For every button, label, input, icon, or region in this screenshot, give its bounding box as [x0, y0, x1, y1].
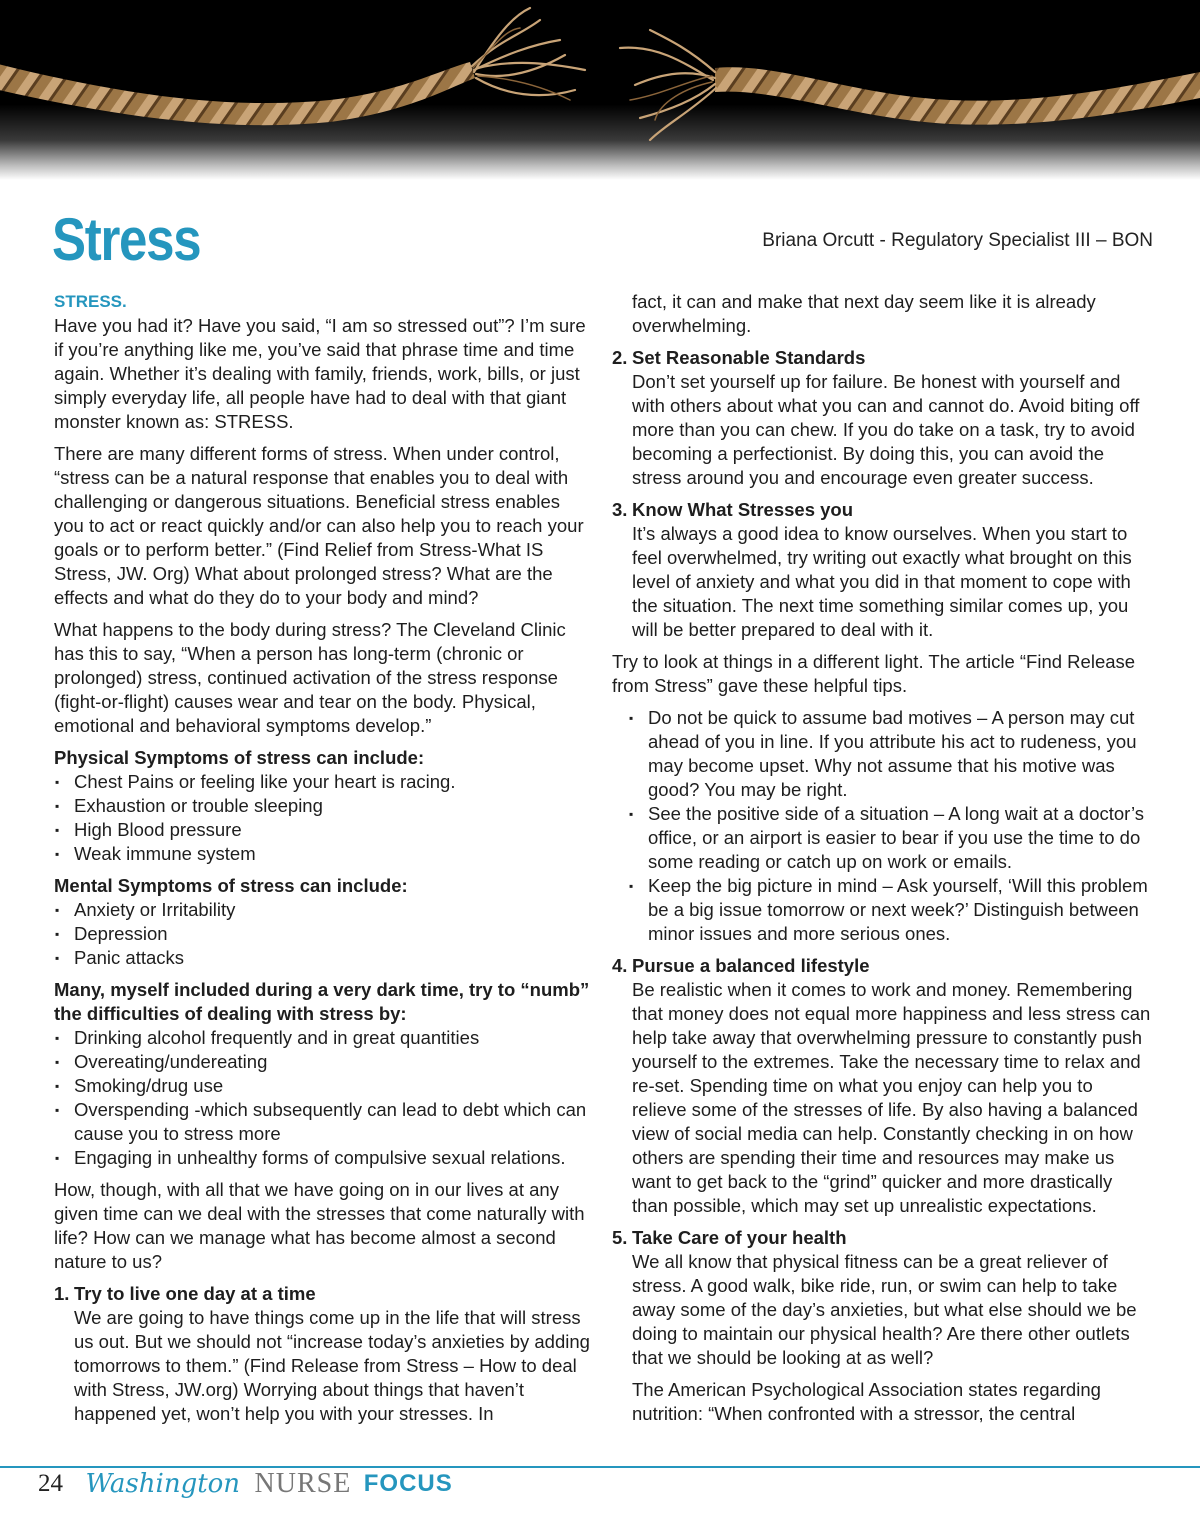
list-item: ▪ Chest Pains or feeling like your heart is racing. — [54, 770, 592, 794]
tip-1 — [54, 1282, 592, 1426]
author-byline: Briana Orcutt - Regulatory Specialist III – BON — [762, 230, 1153, 251]
list-item: ▪ Overspending -which subsequently can lead to debt which can cause you to stress more — [54, 1098, 592, 1146]
header-banner — [0, 0, 1200, 180]
list-item: ▪ Drinking alcohol frequently and in great quantities — [54, 1026, 592, 1050]
list-item: ▪ Smoking/drug use — [54, 1074, 592, 1098]
list-item: ▪ See the positive side of a situation – A long wait at a doctor’s office, or an airport is easier to bear if you use the time to do some reading or catch up on work or emails. — [612, 802, 1152, 874]
tip-body: We are going to have things come up in the life that will stress us out. But we should not “increase today’s anxieties by adding tomorrows to them.” (Find Release from Stress – How to deal with Stress, JW.org) Worrying about things that haven’t happened yet, won’t help you with your stresses. In — [74, 1307, 590, 1424]
list-item: ▪ Anxiety or Irritability — [54, 898, 592, 922]
tip-2 — [612, 346, 1152, 490]
tip-title: Take Care of your health — [632, 1227, 847, 1248]
forms-paragraph: There are many different forms of stress. When under control, “stress can be a natural response that enables you to deal with challenging or dangerous situations. Beneficial stress enables you to act or react quickly and/or can also help you to reach your goals or to perform better.” (Find Relief from Stress-What IS Stress, JW. Org) What about prolonged stress? What are the effects and what do they do to your body and mind? — [54, 443, 584, 608]
list-item: ▪ Overeating/undereating — [54, 1050, 592, 1074]
tip-title: Try to live one day at a time — [74, 1283, 316, 1304]
different-light-paragraph: Try to look at things in a different light. The article “Find Release from Stress” gave these helpful tips. — [612, 651, 1136, 696]
numb-list — [54, 1026, 592, 1170]
tip-number: 5. — [612, 1227, 628, 1248]
list-item: ▪ Weak immune system — [54, 842, 592, 866]
apa-paragraph: The American Psychological Association states regarding nutrition: “When confronted with a stressor, the central — [632, 1379, 1101, 1424]
magazine-name-nurse: NURSE — [254, 1468, 352, 1499]
mental-symptoms-heading: Mental Symptoms of stress can include: — [54, 875, 408, 896]
physical-symptoms-heading: Physical Symptoms of stress can include: — [54, 747, 425, 768]
helpful-tips-list — [612, 706, 1152, 946]
tip-number: 3. — [612, 499, 628, 520]
body-paragraph: What happens to the body during stress? The Cleveland Clinic has this to say, “When a person has long-term (chronic or prolonged) stress, continued activation of the stress response (fight-or-flight) causes wear and tear on the body. Physical, emotional and behavioral symptoms develop.” — [54, 619, 566, 736]
list-item: ▪ High Blood pressure — [54, 818, 592, 842]
tip-body: Be realistic when it comes to work and money. Remembering that money does not equal more happiness and less stress can help take away that overwhelming pressure to constantly push yourself to the extremes. Take the necessary time to relax and re-set. Spending time on what you enjoy can help you to relieve some of the stresses of life. By also having a balanced view of social media can help. Constantly checking in on how others are spending their time and resources may make us want to get back to the “grind” quicker and more drastically than possible, which may set up unrealistic expectations. — [632, 979, 1151, 1216]
tip-number: 4. — [612, 955, 628, 976]
list-item: ▪ Engaging in unhealthy forms of compulsive sexual relations. — [54, 1146, 592, 1170]
right-column — [612, 290, 1152, 1434]
tip-title: Know What Stresses you — [632, 499, 854, 520]
tip-body: We all know that physical fitness can be a great reliever of stress. A good walk, bike ride, run, or swim can help to take away some of the day’s anxieties, but what else should we be doing to maintain our physical health? Are there other outlets that we should be looking at as well? — [632, 1251, 1137, 1368]
tip-1-continued: fact, it can and make that next day seem like it is already overwhelming. — [632, 291, 1096, 336]
list-item: ▪ Do not be quick to assume bad motives – A person may cut ahead of you in line. If you attribute his act to rudeness, you may become upset. Why not assume that his motive was good? You may be right. — [612, 706, 1152, 802]
numb-heading: Many, myself included during a very dark time, try to “numb” the difficulties of dealing with stress by: — [54, 979, 590, 1024]
tip-4 — [612, 954, 1152, 1218]
intro-paragraph: Have you had it? Have you said, “I am so stressed out”? I’m sure if you’re anything like me, you’ve said that phrase time and time again. Whether it’s dealing with family, friends, work, bills, or just simply everyday life, all people have had to deal with that giant monster known as: STRESS. — [54, 315, 586, 432]
list-item: ▪ Keep the big picture in mind – Ask yourself, ‘Will this problem be a big issue tomorrow or next week?’ Distinguish between minor issues and more serious ones. — [612, 874, 1152, 946]
tip-5 — [612, 1226, 1152, 1370]
tip-body: Don’t set yourself up for failure. Be honest with yourself and with others about what you can and cannot do. Avoid biting off more than you can chew. If you do take on a task, try to avoid becoming a perfectionist. By doing this, you can avoid the stress around you and encourage even greater success. — [632, 371, 1140, 488]
list-item: ▪ Exhaustion or trouble sleeping — [54, 794, 592, 818]
list-item: ▪ Panic attacks — [54, 946, 592, 970]
frayed-rope-image — [0, 0, 1200, 180]
tip-body: It’s always a good idea to know ourselves. When you start to feel overwhelmed, try writing out exactly what brought on this level of anxiety and what you did in that moment to cope with the situation. The next time something similar comes up, you will be better prepared to deal with it. — [632, 523, 1132, 640]
tip-title: Set Reasonable Standards — [632, 347, 866, 368]
tip-title: Pursue a balanced lifestyle — [632, 955, 870, 976]
magazine-name-washington: Washington — [85, 1469, 241, 1499]
question-paragraph: How, though, with all that we have going on in our lives at any given time can we deal with the stresses that come naturally with life? How can we manage what has become almost a second nature to us? — [54, 1179, 585, 1272]
tip-number: 1. — [54, 1283, 70, 1304]
page-number: 24 — [38, 1470, 63, 1497]
list-item: ▪ Depression — [54, 922, 592, 946]
lead-word: STRESS. — [54, 292, 127, 311]
magazine-name-focus: FOCUS — [363, 1470, 453, 1497]
article-title: Stress — [52, 206, 201, 273]
page-footer — [38, 1468, 453, 1508]
tip-number: 2. — [612, 347, 628, 368]
physical-symptoms-list — [54, 770, 592, 866]
tip-3 — [612, 498, 1152, 642]
mental-symptoms-list — [54, 898, 592, 970]
left-column — [54, 290, 592, 1434]
